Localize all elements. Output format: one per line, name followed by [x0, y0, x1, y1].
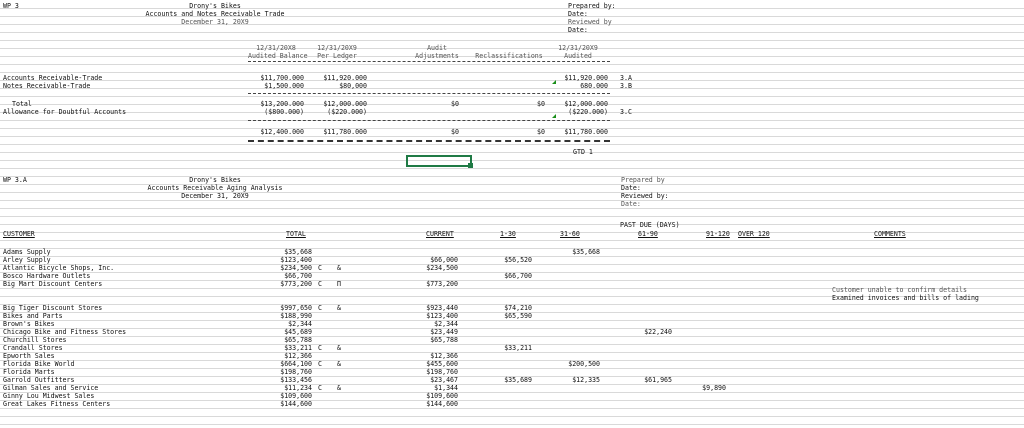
- current-cell[interactable]: $1,344: [434, 384, 458, 392]
- days-31-60-cell[interactable]: $35,668: [572, 248, 600, 256]
- fill-handle[interactable]: [468, 163, 473, 168]
- col-61-90: 61-90: [638, 230, 658, 238]
- ar-audited[interactable]: $11,920.000: [564, 74, 608, 82]
- current-cell[interactable]: $65,788: [430, 336, 458, 344]
- days-61-90-cell[interactable]: $22,240: [644, 328, 672, 336]
- comment-marker-icon-2: [552, 114, 556, 118]
- customer-name: Adams Supply: [3, 248, 51, 256]
- current-cell[interactable]: $23,467: [430, 376, 458, 384]
- total-ledger[interactable]: $12,000.000: [323, 100, 367, 108]
- col-header-ledger-top: 12/31/20X9: [317, 44, 357, 52]
- row-gridline: [0, 48, 1024, 49]
- tick-mark[interactable]: Π: [337, 280, 341, 288]
- days-1-30-cell[interactable]: $65,590: [504, 312, 532, 320]
- total-cell[interactable]: $2,344: [288, 320, 312, 328]
- customer-name: Bikes and Parts: [3, 312, 63, 320]
- total-adjustments[interactable]: $0: [451, 100, 459, 108]
- customer-name: Chicago Bike and Fitness Stores: [3, 328, 127, 336]
- row-gridline: [0, 112, 1024, 113]
- col-header-reclass-bottom: Reclassifications: [475, 52, 543, 60]
- confirm-mark[interactable]: C: [318, 384, 322, 392]
- prepared-by-label-3a: Prepared by: [621, 176, 665, 184]
- ar-ref: 3.A: [620, 74, 632, 82]
- total-cell[interactable]: $33,211: [284, 344, 312, 352]
- customer-name: Brown's Bikes: [3, 320, 55, 328]
- row-gridline: [0, 64, 1024, 65]
- customer-name: Epworth Sales: [3, 352, 55, 360]
- aging-date: December 31, 20X9: [181, 192, 249, 200]
- double-underline: [248, 140, 610, 142]
- row-gridline: [0, 416, 1024, 417]
- row-gridline: [0, 424, 1024, 425]
- date-label: Date:: [568, 10, 588, 18]
- current-cell[interactable]: $109,600: [426, 392, 458, 400]
- col-comments: COMMENTS: [874, 230, 906, 238]
- prepared-by-label: Prepared by:: [568, 2, 616, 10]
- current-cell[interactable]: $2,344: [434, 320, 458, 328]
- customer-name: Great Lakes Fitness Centers: [3, 400, 111, 408]
- reviewed-by-label: Reviewed by: [568, 18, 612, 26]
- col-header-audited-bottom: Audited: [564, 52, 592, 60]
- ar-prior[interactable]: $11,700.000: [260, 74, 304, 82]
- reviewed-by-label-3a: Reviewed by:: [621, 192, 669, 200]
- total-cell[interactable]: $12,366: [284, 352, 312, 360]
- col-header-adj-bottom: Adjustments: [415, 52, 459, 60]
- days-1-30-cell[interactable]: $66,700: [504, 272, 532, 280]
- total-cell[interactable]: $65,788: [284, 336, 312, 344]
- row-label-allowance: Allowance for Doubtful Accounts: [3, 108, 127, 116]
- row-gridline: [0, 216, 1024, 217]
- row-gridline: [0, 72, 1024, 73]
- net-ledger[interactable]: $11,780.000: [323, 128, 367, 136]
- total-cell[interactable]: $188,990: [280, 312, 312, 320]
- row-gridline: [0, 152, 1024, 153]
- col-current: CURRENT: [426, 230, 454, 238]
- total-cell[interactable]: $234,500: [280, 264, 312, 272]
- nr-prior[interactable]: $1,500.000: [264, 82, 304, 90]
- row-gridline: [0, 200, 1024, 201]
- row-gridline: [0, 88, 1024, 89]
- current-cell[interactable]: $923,440: [426, 304, 458, 312]
- customer-name: Florida Marts: [3, 368, 55, 376]
- tickmark-gtd: GTD 1: [573, 148, 593, 156]
- header-underline: [248, 61, 610, 62]
- wp-ref-3a: WP 3.A: [3, 176, 27, 184]
- comment-text-1: Customer unable to confirm details: [832, 286, 967, 294]
- row-label-total: Total: [12, 100, 32, 108]
- past-due-header: PAST DUE (DAYS): [620, 221, 680, 229]
- total-prior[interactable]: $13,200.000: [260, 100, 304, 108]
- customer-name: Churchill Stores: [3, 336, 67, 344]
- current-cell[interactable]: $144,600: [426, 400, 458, 408]
- col-31-60: 31-60: [560, 230, 580, 238]
- ar-ledger[interactable]: $11,920.000: [323, 74, 367, 82]
- total-reclass[interactable]: $0: [537, 100, 545, 108]
- days-1-30-cell[interactable]: $35,689: [504, 376, 532, 384]
- total-cell[interactable]: $66,700: [284, 272, 312, 280]
- subtotal-line: [248, 93, 610, 94]
- row-gridline: [0, 408, 1024, 409]
- total-cell[interactable]: $144,600: [280, 400, 312, 408]
- tick-mark[interactable]: &: [337, 384, 341, 392]
- total-cell[interactable]: $133,456: [280, 376, 312, 384]
- customer-name: Crandall Stores: [3, 344, 63, 352]
- current-cell[interactable]: $198,760: [426, 368, 458, 376]
- wp-ref: WP 3: [3, 2, 19, 10]
- days-31-60-cell[interactable]: $200,500: [568, 360, 600, 368]
- row-gridline: [0, 168, 1024, 169]
- nr-ref: 3.B: [620, 82, 632, 90]
- current-cell[interactable]: $123,400: [426, 312, 458, 320]
- days-31-60-cell[interactable]: $12,335: [572, 376, 600, 384]
- row-gridline: [0, 136, 1024, 137]
- total-cell[interactable]: $11,234: [284, 384, 312, 392]
- tick-mark[interactable]: &: [337, 264, 341, 272]
- customer-name: Ginny Lou Midwest Sales: [3, 392, 95, 400]
- col-header-audited-top: 12/31/20X9: [558, 44, 598, 52]
- total-audited[interactable]: $12,000.000: [564, 100, 608, 108]
- current-cell[interactable]: $66,000: [430, 256, 458, 264]
- tick-mark[interactable]: &: [337, 360, 341, 368]
- total-cell[interactable]: $123,400: [280, 256, 312, 264]
- row-label-ar: Accounts Receivable-Trade: [3, 74, 103, 82]
- schedule-date: December 31, 20X9: [181, 18, 249, 26]
- row-gridline: [0, 40, 1024, 41]
- date-label-2: Date:: [568, 26, 588, 34]
- days-1-30-cell[interactable]: $74,210: [504, 304, 532, 312]
- net-prior[interactable]: $12,400.000: [260, 128, 304, 136]
- customer-name: Florida Bike World: [3, 360, 75, 368]
- confirm-mark[interactable]: C: [318, 280, 322, 288]
- net-audited[interactable]: $11,780.000: [564, 128, 608, 136]
- customer-name: Gilman Sales and Service: [3, 384, 99, 392]
- subtotal-line-2: [248, 120, 610, 121]
- total-cell[interactable]: $45,689: [284, 328, 312, 336]
- customer-name: Big Mart Discount Centers: [3, 280, 103, 288]
- confirm-mark[interactable]: C: [318, 304, 322, 312]
- col-total: TOTAL: [286, 230, 306, 238]
- tick-mark[interactable]: &: [337, 344, 341, 352]
- total-cell[interactable]: $773,200: [280, 280, 312, 288]
- col-header-prior-bottom: Audited Balance: [248, 52, 308, 60]
- net-adjustments[interactable]: $0: [451, 128, 459, 136]
- total-cell[interactable]: $109,600: [280, 392, 312, 400]
- row-gridline: [0, 144, 1024, 145]
- total-cell[interactable]: $198,760: [280, 368, 312, 376]
- schedule-title: Accounts and Notes Receivable Trade: [145, 10, 285, 18]
- customer-name: Garrold Outfitters: [3, 376, 75, 384]
- comment-text-2: Examined invoices and bills of lading: [832, 294, 979, 302]
- confirm-mark[interactable]: C: [318, 344, 322, 352]
- company-name: Drony's Bikes: [189, 2, 241, 10]
- aging-title: Accounts Receivable Aging Analysis: [147, 184, 283, 192]
- row-label-nr: Notes Receivable-Trade: [3, 82, 91, 90]
- date-label-3a: Date:: [621, 184, 641, 192]
- col-1-30: 1-30: [500, 230, 516, 238]
- selected-cell[interactable]: [406, 155, 472, 167]
- nr-ledger[interactable]: $80,000: [339, 82, 367, 90]
- days-91-120-cell[interactable]: $9,890: [702, 384, 726, 392]
- col-over-120: OVER 120: [738, 230, 770, 238]
- customer-name: Big Tiger Discount Stores: [3, 304, 103, 312]
- confirm-mark[interactable]: C: [318, 264, 322, 272]
- current-cell[interactable]: $234,500: [426, 264, 458, 272]
- customer-name: Atlantic Bicycle Shops, Inc.: [3, 264, 115, 272]
- current-cell[interactable]: $23,449: [430, 328, 458, 336]
- days-1-30-cell[interactable]: $33,211: [504, 344, 532, 352]
- row-gridline: [0, 32, 1024, 33]
- col-91-120: 91-120: [706, 230, 730, 238]
- days-1-30-cell[interactable]: $56,520: [504, 256, 532, 264]
- col-header-prior-top: 12/31/20X8: [256, 44, 296, 52]
- allowance-ledger[interactable]: ($220.000): [327, 108, 367, 116]
- nr-audited[interactable]: 680.000: [580, 82, 608, 90]
- row-gridline: [0, 160, 1024, 161]
- allowance-audited[interactable]: ($220.000): [568, 108, 608, 116]
- row-gridline: [0, 96, 1024, 97]
- row-gridline: [0, 208, 1024, 209]
- date-label-2-3a: Date:: [621, 200, 641, 208]
- row-gridline: [0, 240, 1024, 241]
- days-61-90-cell[interactable]: $61,965: [644, 376, 672, 384]
- total-cell[interactable]: $35,668: [284, 248, 312, 256]
- company-name-3a: Drony's Bikes: [189, 176, 241, 184]
- allowance-prior[interactable]: ($800.000): [264, 108, 304, 116]
- current-cell[interactable]: $773,200: [426, 280, 458, 288]
- col-header-ledger-bottom: Per Ledger: [317, 52, 357, 60]
- current-cell[interactable]: $12,366: [430, 352, 458, 360]
- net-reclass[interactable]: $0: [537, 128, 545, 136]
- col-header-adj-top: Audit: [427, 44, 447, 52]
- tick-mark[interactable]: &: [337, 304, 341, 312]
- row-gridline: [0, 80, 1024, 81]
- total-cell[interactable]: $997,650: [280, 304, 312, 312]
- current-cell[interactable]: $455,600: [426, 360, 458, 368]
- total-cell[interactable]: $664,100: [280, 360, 312, 368]
- allowance-ref: 3.C: [620, 108, 632, 116]
- confirm-mark[interactable]: C: [318, 360, 322, 368]
- row-gridline: [0, 224, 1024, 225]
- customer-name: Arley Supply: [3, 256, 51, 264]
- customer-name: Bosco Hardware Outlets: [3, 272, 91, 280]
- col-customer: CUSTOMER: [3, 230, 35, 238]
